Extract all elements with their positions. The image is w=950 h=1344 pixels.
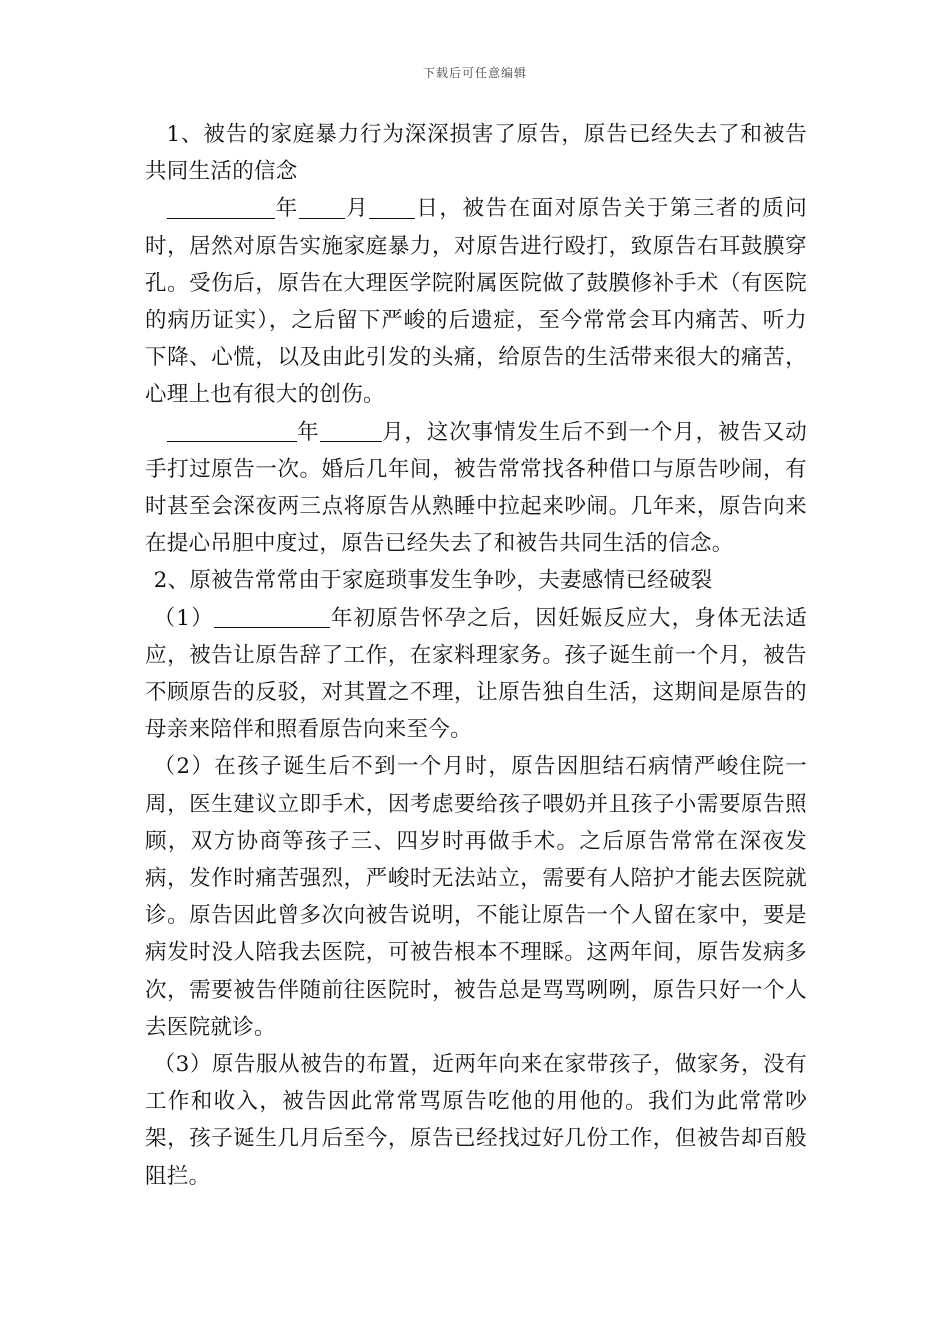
section-2-heading: 2、原被告常常由于家庭琐事发生争吵，夫妻感情已经破裂	[153, 568, 713, 594]
month-label: 月	[344, 196, 370, 222]
paragraph-2	[145, 414, 807, 563]
paragraph-1	[145, 190, 807, 413]
paragraph-2-text: 月，这次事情发生后不到一个月，被告又动手打过原告一次。婚后几年间，被告常常找各种借口与原告吵闹，有时甚至会深夜两三点将原告从熟睡中拉起来吵闹。几年来，原告向来在提心吊胆中度过，原告已经失去了和被告共同生活的信念。	[145, 419, 807, 557]
item-1-prefix: （1）	[153, 605, 214, 631]
date-blank-month-2	[320, 419, 382, 442]
date-blank-year	[167, 196, 275, 219]
document-body	[145, 116, 807, 1195]
paragraph-5: （3）原告服从被告的布置，近两年向来在家带孩子，做家务，没有工作和收入，被告因此常常骂原告吃他的用他的。我们为此常常吵架，孩子诞生几月后至今，原告已经找过好几份工作，但被告却百般阻拦。	[145, 1052, 807, 1189]
date-blank-year-2	[167, 419, 297, 442]
date-blank-year-3	[214, 605, 330, 628]
page-header: 下载后可任意编辑	[422, 66, 527, 80]
paragraph-4: （2）在孩子诞生后不到一个月时，原告因胆结石病情严峻住院一周，医生建议立即手术，因考虑要给孩子喂奶并且孩子小需要原告照顾，双方协商等孩子三、四岁时再做手术。之后原告常常在深夜发病，发作时痛苦强烈，严峻时无法站立，需要有人陪护才能去医院就诊。原告因此曾多次向被告说明，不能让原告一个人留在家中，要是病发时没人陪我去医院，可被告根本不理睬。这两年间，原告发病多次，需要被告伴随前往医院时，被告总是骂骂咧咧，原告只好一个人去医院就诊。	[145, 754, 807, 1040]
year-label-2: 年	[296, 419, 320, 445]
paragraph-3-text: 年初原告怀孕之后，因妊娠反应大，身体无法适应，被告让原告辞了工作，在家料理家务。孩子诞生前一个月，被告不顾原告的反驳，对其置之不理，让原告独自生活，这期间是原告的母亲来陪伴和照看原告向来至今。	[145, 605, 807, 743]
paragraph-1-text: 日，被告在面对原告关于第三者的质问时，居然对原告实施家庭暴力，对原告进行殴打，致原告右耳鼓膜穿孔。受伤后，原告在大理医学院附属医院做了鼓膜修补手术（有医院的病历证实），之后留下严峻的后遗症，至今常常会耳内痛苦、听力下降、心慌，以及由此引发的头痛，给原告的生活带来很大的痛苦，心理上也有很大的创伤。	[145, 196, 807, 408]
date-blank-day	[369, 196, 415, 219]
year-label: 年	[274, 196, 299, 222]
section-1-heading: 1、被告的家庭暴力行为深深损害了原告，原告已经失去了和被告共同生活的信念	[145, 122, 807, 185]
date-blank-month	[299, 196, 345, 219]
paragraph-3	[145, 600, 807, 749]
